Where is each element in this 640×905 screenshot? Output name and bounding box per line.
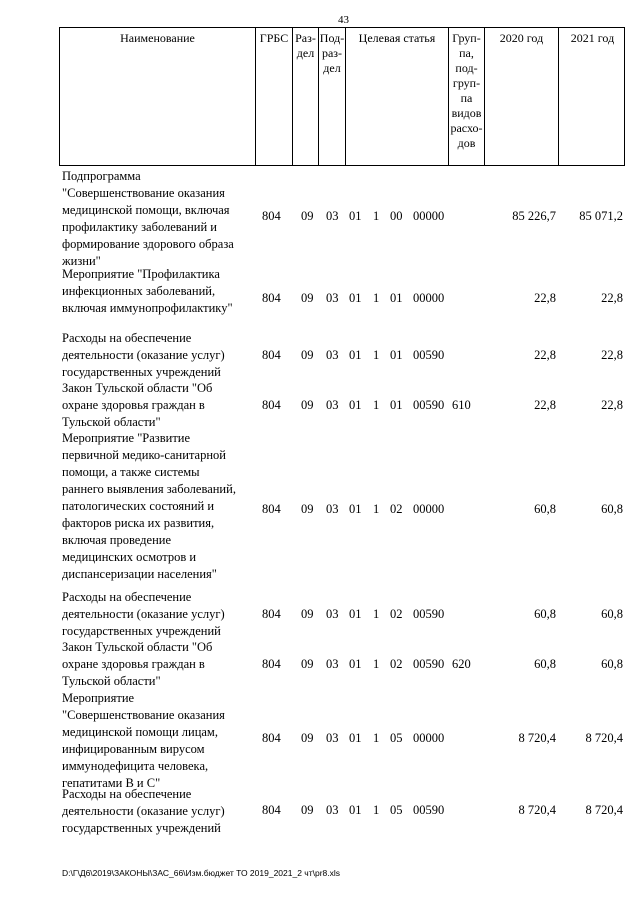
cell-podr: 03 — [326, 731, 339, 745]
cell-podr: 03 — [326, 398, 339, 412]
header-year-2020: 2020 год — [485, 28, 559, 165]
cell-y2020: 60,8 — [534, 607, 556, 621]
cell-grbs: 804 — [262, 607, 281, 621]
cell-y2020: 22,8 — [534, 291, 556, 305]
cell-p1: 01 — [349, 291, 362, 305]
cell-p3: 02 — [390, 607, 403, 621]
cell-p3: 05 — [390, 803, 403, 817]
cell-razd: 09 — [301, 731, 314, 745]
cell-p2: 1 — [373, 502, 380, 516]
cell-y2020: 85 226,7 — [512, 209, 556, 223]
header-razdel: Раз- дел — [293, 28, 319, 165]
header-grbs: ГРБС — [256, 28, 293, 165]
cell-podr: 03 — [326, 657, 339, 671]
cell-grbs: 804 — [262, 731, 281, 745]
cell-razd: 09 — [301, 291, 314, 305]
cell-p1: 01 — [349, 657, 362, 671]
cell-p2: 1 — [373, 291, 380, 305]
cell-y2020: 8 720,4 — [518, 731, 556, 745]
cell-p2: 1 — [373, 657, 380, 671]
cell-razd: 09 — [301, 209, 314, 223]
cell-p3: 02 — [390, 502, 403, 516]
row-name: Мероприятие "Профилактика инфекционных заболеваний, включая иммунопрофилактику" — [62, 267, 233, 315]
cell-p4: 00000 — [413, 502, 445, 516]
cell-y2021: 22,8 — [601, 291, 623, 305]
cell-y2020: 22,8 — [534, 348, 556, 362]
cell-y2020: 60,8 — [534, 657, 556, 671]
cell-p1: 01 — [349, 348, 362, 362]
cell-grbs: 804 — [262, 803, 281, 817]
cell-p1: 01 — [349, 607, 362, 621]
header-podrazdel: Под- раз- дел — [319, 28, 346, 165]
cell-podr: 03 — [326, 291, 339, 305]
cell-y2020: 22,8 — [534, 398, 556, 412]
cell-p4: 00590 — [413, 657, 445, 671]
cell-p2: 1 — [373, 209, 380, 223]
cell-p2: 1 — [373, 398, 380, 412]
cell-grbs: 804 — [262, 291, 281, 305]
cell-p4: 00590 — [413, 398, 445, 412]
cell-grbs: 804 — [262, 502, 281, 516]
cell-grbs: 804 — [262, 348, 281, 362]
cell-p1: 01 — [349, 803, 362, 817]
cell-p1: 01 — [349, 731, 362, 745]
cell-p4: 00590 — [413, 803, 445, 817]
cell-p4: 00000 — [413, 731, 445, 745]
row-name: Расходы на обеспечение деятельности (оказание услуг) государственных учреждений — [62, 590, 225, 638]
cell-razd: 09 — [301, 348, 314, 362]
cell-p2: 1 — [373, 731, 380, 745]
cell-y2021: 85 071,2 — [579, 209, 623, 223]
cell-razd: 09 — [301, 502, 314, 516]
cell-podr: 03 — [326, 502, 339, 516]
cell-y2021: 8 720,4 — [585, 803, 623, 817]
cell-p4: 00590 — [413, 607, 445, 621]
cell-vr: 610 — [452, 398, 471, 412]
table-header — [59, 27, 625, 166]
cell-p4: 00590 — [413, 348, 445, 362]
cell-p3: 01 — [390, 291, 403, 305]
row-name: Расходы на обеспечение деятельности (оказание услуг) государственных учреждений — [62, 331, 225, 379]
cell-razd: 09 — [301, 607, 314, 621]
cell-p1: 01 — [349, 502, 362, 516]
cell-y2021: 60,8 — [601, 657, 623, 671]
cell-y2020: 60,8 — [534, 502, 556, 516]
cell-y2021: 22,8 — [601, 398, 623, 412]
cell-p2: 1 — [373, 348, 380, 362]
cell-p3: 02 — [390, 657, 403, 671]
cell-podr: 03 — [326, 209, 339, 223]
row-name: Расходы на обеспечение деятельности (оказание услуг) государственных учреждений — [62, 787, 225, 835]
cell-p3: 01 — [390, 348, 403, 362]
cell-p1: 01 — [349, 398, 362, 412]
row-name: Мероприятие "Совершенствование оказания медицинской помощи лицам, инфицированным вирусом иммунодефицита человека, гепатитами В и С" — [62, 691, 225, 790]
cell-p2: 1 — [373, 607, 380, 621]
header-target-article: Целевая статья — [346, 28, 449, 165]
row-name: Подпрограмма "Совершенствование оказания медицинской помощи, включая профилактику заболеваний и формирование здорового образа жизни" — [62, 169, 234, 268]
cell-grbs: 804 — [262, 398, 281, 412]
cell-y2021: 22,8 — [601, 348, 623, 362]
cell-p4: 00000 — [413, 209, 445, 223]
cell-grbs: 804 — [262, 657, 281, 671]
cell-p3: 01 — [390, 398, 403, 412]
row-name: Закон Тульской области "Об охране здоровья граждан в Тульской области" — [62, 640, 213, 688]
cell-p1: 01 — [349, 209, 362, 223]
cell-podr: 03 — [326, 803, 339, 817]
cell-podr: 03 — [326, 607, 339, 621]
cell-p4: 00000 — [413, 291, 445, 305]
cell-vr: 620 — [452, 657, 471, 671]
cell-y2021: 8 720,4 — [585, 731, 623, 745]
row-name: Закон Тульской области "Об охране здоровья граждан в Тульской области" — [62, 381, 213, 429]
cell-razd: 09 — [301, 657, 314, 671]
cell-podr: 03 — [326, 348, 339, 362]
cell-p3: 05 — [390, 731, 403, 745]
header-name: Наименование — [60, 28, 256, 165]
cell-p3: 00 — [390, 209, 403, 223]
cell-grbs: 804 — [262, 209, 281, 223]
cell-y2021: 60,8 — [601, 607, 623, 621]
page-number: 43 — [338, 14, 349, 26]
header-expense-group: Груп- па, под- груп- па видов расхо- дов — [449, 28, 485, 165]
header-year-2021: 2021 год — [570, 31, 615, 45]
cell-razd: 09 — [301, 398, 314, 412]
cell-y2020: 8 720,4 — [518, 803, 556, 817]
file-path-footer: D:\Г\Д6\2019\ЗАКОНЫ\ЗАС_66\Изм.бюджет ТО 2019_2021_2 чт\pr8.xls — [62, 868, 341, 878]
cell-razd: 09 — [301, 803, 314, 817]
cell-y2021: 60,8 — [601, 502, 623, 516]
row-name: Мероприятие "Развитие первичной медико-санитарной помощи, а также системы раннего выявления заболеваний, патологических состояний и факторов риска их развития, включая проведение медицинских осмотров и диспансеризации населения" — [62, 431, 236, 581]
cell-p2: 1 — [373, 803, 380, 817]
